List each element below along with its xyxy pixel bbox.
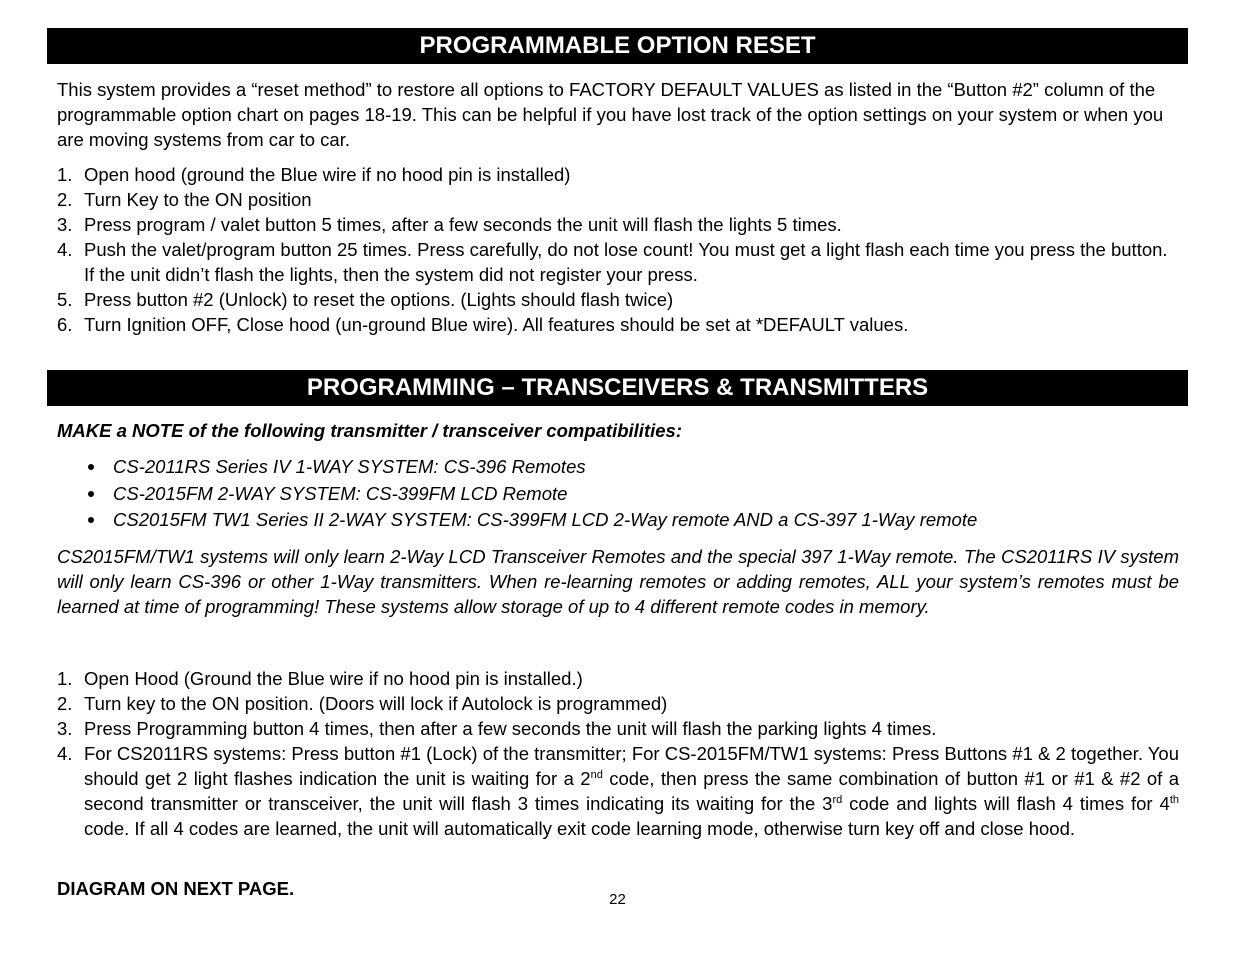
step-number: 1. — [57, 164, 73, 185]
step-text — [84, 741, 1179, 841]
step-text-part: For CS2011RS systems: Press button #1 (Lock) of the transmitter; For CS-2015FM/TW1 systems: Press Buttons #1 & 2 together. You should get 2 light flashes indication the unit is waiting for a 2 — [84, 743, 1179, 789]
step-text: Open Hood (Ground the Blue wire if no hood pin is installed.) — [84, 668, 583, 689]
bullet-icon — [88, 491, 94, 497]
bullet-icon — [88, 517, 94, 523]
list-item — [57, 716, 1179, 741]
list-item — [57, 691, 1179, 716]
page-number: 22 — [609, 891, 626, 908]
section-title-transceivers: PROGRAMMING – TRANSCEIVERS & TRANSMITTERS — [47, 370, 1188, 406]
step-number: 5. — [57, 289, 73, 310]
ordinal-suffix: th — [1169, 793, 1179, 806]
list-item — [57, 212, 1179, 237]
step-number: 4. — [57, 743, 73, 764]
step-text-part: code, then press the same combination of button #1 or #1 & #2 of a second transmitter or transceiver, the unit will flash 3 times indicating its waiting for the 3 — [84, 768, 1179, 814]
step-text-part: code and lights will flash 4 times for 4 — [842, 793, 1170, 814]
bullet-text: CS2015FM TW1 Series II 2-WAY SYSTEM: CS-399FM LCD 2-Way remote AND a CS-397 1-Way remote — [113, 509, 978, 530]
list-item — [57, 162, 1179, 187]
step-text-part: code. If all 4 codes are learned, the unit will automatically exit code learning mode, otherwise turn key off and close hood. — [84, 818, 1076, 839]
diagram-next-page-note: DIAGRAM ON NEXT PAGE. — [57, 878, 295, 899]
step-text: Press Programming button 4 times, then after a few seconds the unit will flash the parking lights 4 times. — [84, 718, 937, 739]
step-number: 3. — [57, 214, 73, 235]
list-item — [57, 666, 1179, 691]
intro-paragraph: This system provides a “reset method” to restore all options to FACTORY DEFAULT VALUES as listed in the “Button #2” column of the programmable option chart on pages 18-19. This can be helpful if you have lost track of the option settings on your system or when you are moving systems from car to car. — [57, 79, 1164, 150]
step-text: Press button #2 (Unlock) to reset the options. (Lights should flash twice) — [84, 289, 674, 310]
list-item — [85, 481, 1185, 508]
step-number: 2. — [57, 189, 73, 210]
ordinal-suffix: rd — [832, 793, 843, 806]
list-item — [57, 287, 1179, 312]
compatibility-paragraph: CS2015FM/TW1 systems will only learn 2-Way LCD Transceiver Remotes and the special 397 1-Way remote. The CS2011RS IV system will only learn CS-396 or other 1-Way transmitters. When re-learning remotes or adding remotes, ALL your system’s remotes must be learned at time of programming! These systems allow storage of up to 4 different remote codes in memory. — [57, 546, 1179, 617]
step-text: Push the valet/program button 25 times. Press carefully, do not lose count! You must get a light flash each time you press the button. If the unit didn’t flash the lights, then the system did not register your press. — [84, 239, 1168, 285]
list-item — [57, 187, 1179, 212]
list-item — [57, 741, 1179, 841]
bullet-text: CS-2015FM 2-WAY SYSTEM: CS-399FM LCD Remote — [113, 482, 568, 504]
step-number: 6. — [57, 314, 73, 335]
list-item — [57, 237, 1179, 287]
reset-steps-list — [57, 162, 1179, 337]
section-title-option-reset: PROGRAMMABLE OPTION RESET — [47, 28, 1188, 64]
list-item — [85, 454, 1185, 481]
compatibility-note-heading: MAKE a NOTE of the following transmitter / transceiver compatibilities: — [57, 420, 682, 441]
ordinal-suffix: nd — [590, 768, 603, 781]
step-number: 3. — [57, 718, 73, 739]
bullet-text: CS-2011RS Series IV 1-WAY SYSTEM: CS-396 Remotes — [113, 456, 586, 477]
step-text: Open hood (ground the Blue wire if no hood pin is installed) — [84, 164, 571, 185]
list-item — [85, 507, 1185, 534]
step-text: Press program / valet button 5 times, after a few seconds the unit will flash the lights 5 times. — [84, 214, 842, 235]
bullet-icon — [88, 464, 94, 470]
step-number: 1. — [57, 668, 73, 689]
programming-steps-list — [57, 666, 1179, 841]
list-item — [57, 312, 1179, 337]
compatibility-bullet-list — [85, 454, 1185, 534]
step-number: 2. — [57, 693, 73, 714]
step-text: Turn Key to the ON position — [84, 189, 312, 210]
step-text: Turn Ignition OFF, Close hood (un-ground Blue wire). All features should be set at *DEFAULT values. — [84, 314, 909, 335]
step-number: 4. — [57, 239, 73, 260]
step-text: Turn key to the ON position. (Doors will lock if Autolock is programmed) — [84, 693, 668, 714]
